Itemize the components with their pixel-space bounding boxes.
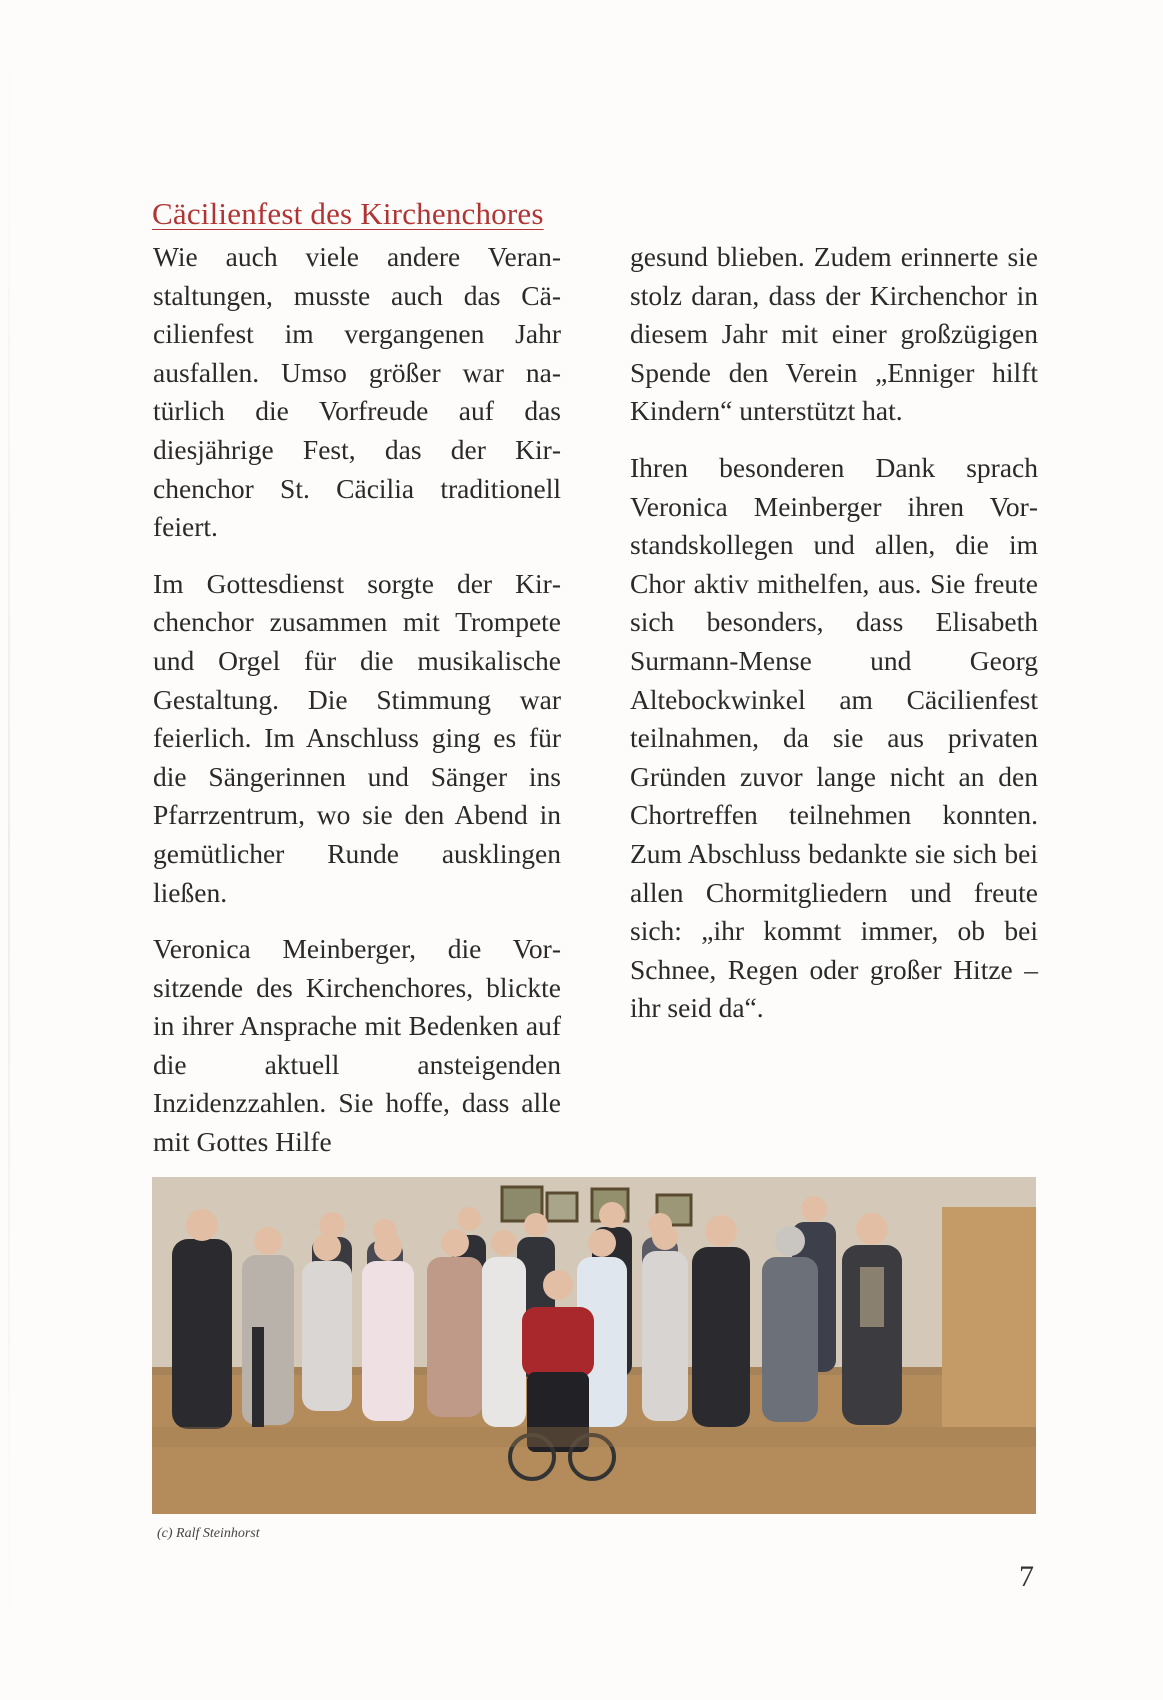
article-title: Cäcilienfest des Kirchenchores [152, 196, 544, 231]
page-number: 7 [1019, 1560, 1034, 1593]
wall-painting [547, 1193, 577, 1221]
paragraph: Ihren besonderen Dank sprach Veronica Meinberger ihren Vorstandskollegen und allen, die im Chor aktiv mithelfen, aus. Sie freute sich besonders, dass Elisabeth Surmann-Mense und Georg Altebockwinkel am Cäcilienfest teilnahmen, da sie aus privaten Gründen zuvor lange nicht an den Chortreffen teilnehmen konnten. Zum Abschluss bedankte sie sich bei allen Chormitgliedern und freute sich: „ihr kommt immer, ob bei Schnee, Regen oder großer Hitze – ihr seid da“. [630, 451, 1038, 1024]
paragraph: gesund blieben. Zudem erinnerte sie stolz daran, dass der Kirchenchor in diesem Jahr mit einer großzügigen Spende den Verein „Enniger hilft Kindern“ unterstützt hat. [630, 241, 1038, 427]
text-column-left [153, 238, 561, 1180]
scan-page-edge [8, 40, 10, 1640]
paragraph: Veronica Meinberger, die Vorsitzende des Kirchenchores, blickte in ihrer Ansprache mit Bedenken auf die aktuell ansteigenden Inzidenzzahlen. Sie hoffe, dass alle mit Gottes Hilfe [153, 933, 561, 1158]
paragraph: Wie auch viele andere Veranstaltungen, musste auch das Cäcilienfest im vergangenen Jahr ausfallen. Umso größer war natürlich die Vorfreude auf das diesjährige Fest, das der Kirchenchor St. Cäcilia traditionell feiert. [153, 241, 561, 543]
text-column-right [630, 238, 1038, 1046]
paragraph: Im Gottesdienst sorgte der Kirchenchor zusammen mit Trompete und Orgel für die musikalische Gestaltung. Die Stimmung war feierlich. Im Anschluss ging es für die Sängerinnen und Sänger ins Pfarrzentrum, wo sie den Abend in gemütlicher Runde ausklingen ließen. [153, 567, 561, 908]
choir-group-photo [152, 1177, 1036, 1514]
group-photo-illustration [152, 1177, 1036, 1514]
wooden-cabinet [942, 1207, 1036, 1427]
photo-credit: (c) Ralf Steinhorst [157, 1526, 260, 1541]
